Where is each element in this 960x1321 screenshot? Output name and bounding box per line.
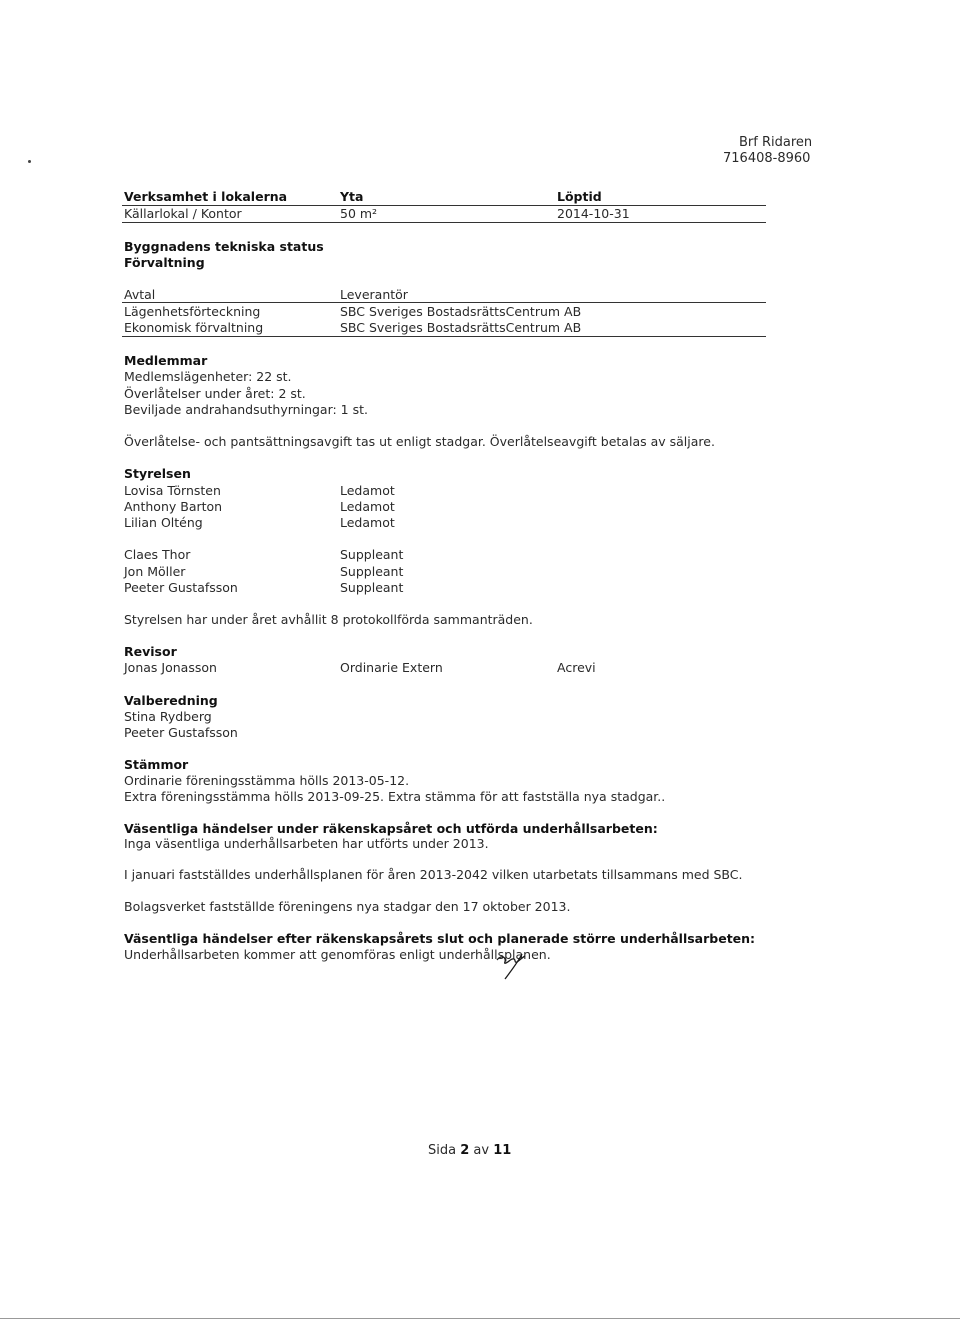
avtal-row-1-name: Lägenhetsförteckning [124, 304, 261, 319]
forvaltning-heading: Förvaltning [124, 255, 205, 270]
valberedning-member: Peeter Gustafsson [124, 725, 238, 740]
lokaler-cell-loptid: 2014-10-31 [557, 206, 630, 221]
medlemmar-line: Beviljade andrahandsuthyrningar: 1 st. [124, 402, 369, 417]
revisor-heading: Revisor [124, 644, 177, 659]
suppleant-name: Jon Möller [124, 564, 186, 579]
suppleant-role: Suppleant [340, 564, 404, 579]
total-pages: 11 [493, 1143, 512, 1158]
medlemmar-line: Överlåtelser under året: 2 st. [124, 386, 306, 401]
valberedning-member: Stina Rydberg [124, 709, 212, 724]
scan-edge-line [0, 1318, 960, 1319]
lokaler-bottom-divider [122, 222, 766, 223]
revisor-type: Ordinarie Extern [340, 660, 443, 675]
avgift-note: Överlåtelse- och pantsättningsavgift tas ut enligt stadgar. Överlåtelseavgift betalas av säljare. [124, 434, 715, 449]
scan-speck [28, 160, 31, 163]
avtal-header: Avtal [124, 287, 156, 302]
lokaler-header-verksamhet: Verksamhet i lokalerna [124, 189, 288, 204]
lokaler-cell-yta: 50 m² [340, 206, 378, 221]
handelser-efter-text: Underhållsarbeten kommer att genomföras enligt underhållsplanen. [124, 947, 551, 962]
handelser-efter-heading: Väsentliga händelser efter räkenskapsårets slut och planerade större underhållsarbeten: [124, 931, 756, 946]
medlemmar-line: Medlemslägenheter: 22 st. [124, 369, 292, 384]
stammor-heading: Stämmor [124, 757, 189, 772]
styrelsen-heading: Styrelsen [124, 466, 191, 481]
avtal-row-1-supplier: SBC Sveriges BostadsrättsCentrum AB [340, 304, 582, 319]
suppleant-role: Suppleant [340, 547, 404, 562]
suppleant-role: Suppleant [340, 580, 404, 595]
revisor-firm: Acrevi [557, 660, 596, 675]
stamma-line: Extra föreningsstämma hölls 2013-09-25. Extra stämma för att fastställa nya stadgar.. [124, 789, 666, 804]
page-number [428, 1143, 511, 1159]
current-page: 2 [460, 1143, 470, 1158]
handelser-under-paragraph: I januari fastställdes underhållsplanen för åren 2013-2042 vilken utarbetats tillsammans med SBC. [124, 867, 743, 882]
styrelse-member-name: Lilian Olténg [124, 515, 203, 530]
lokaler-header-loptid: Löptid [557, 189, 602, 204]
styrelse-member-role: Ledamot [340, 483, 395, 498]
tekniska-status-heading: Byggnadens tekniska status [124, 239, 324, 254]
handelser-under-paragraph: Inga väsentliga underhållsarbeten har utförts under 2013. [124, 836, 489, 851]
avtal-row-2-supplier: SBC Sveriges BostadsrättsCentrum AB [340, 320, 582, 335]
lokaler-header-yta: Yta [340, 189, 364, 204]
avtal-row-2-name: Ekonomisk förvaltning [124, 320, 264, 335]
styrelse-member-role: Ledamot [340, 515, 395, 530]
styrelse-member-role: Ledamot [340, 499, 395, 514]
stamma-line: Ordinarie föreningsstämma hölls 2013-05-12. [124, 773, 410, 788]
medlemmar-heading: Medlemmar [124, 353, 208, 368]
handelser-under-heading: Väsentliga händelser under räkenskapsåret och utförda underhållsarbeten: [124, 821, 658, 836]
styrelse-member-name: Lovisa Törnsten [124, 483, 221, 498]
styrelse-meetings: Styrelsen har under året avhållit 8 protokollförda sammanträden. [124, 612, 533, 627]
org-name: Brf Ridaren [739, 135, 813, 150]
avtal-header-divider [122, 302, 766, 303]
suppleant-name: Peeter Gustafsson [124, 580, 238, 595]
suppleant-name: Claes Thor [124, 547, 191, 562]
revisor-name: Jonas Jonasson [124, 660, 217, 675]
page-of: av [473, 1143, 490, 1158]
avtal-bottom-divider [122, 336, 766, 337]
valberedning-heading: Valberedning [124, 693, 218, 708]
styrelse-member-name: Anthony Barton [124, 499, 223, 514]
page-prefix: Sida [428, 1143, 457, 1158]
org-number: 716408-8960 [723, 151, 811, 166]
leverantor-header: Leverantör [340, 287, 408, 302]
lokaler-cell-lokal: Källarlokal / Kontor [124, 206, 242, 221]
handelser-under-paragraph: Bolagsverket fastställde föreningens nya stadgar den 17 oktober 2013. [124, 899, 571, 914]
handwritten-initials [494, 946, 528, 982]
